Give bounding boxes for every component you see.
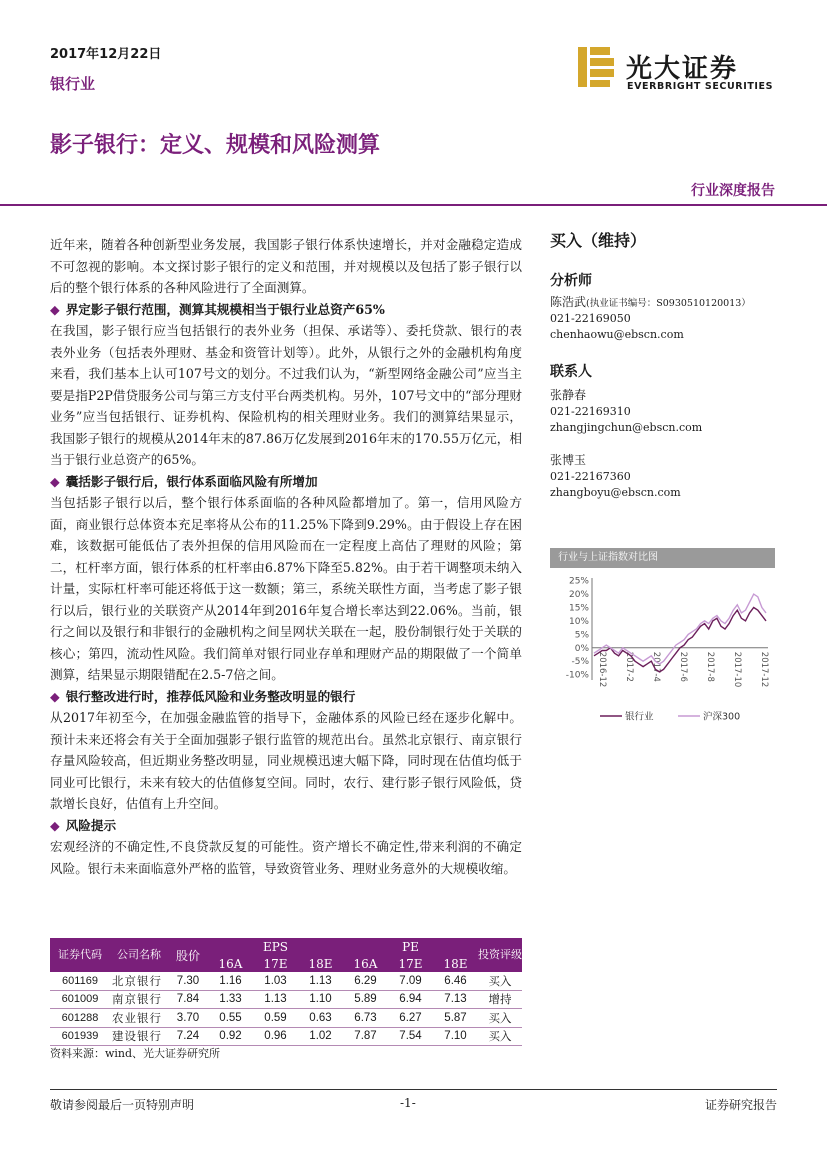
industry-label: 银行业: [50, 75, 96, 93]
report-type: 行业深度报告: [691, 183, 775, 199]
cell-code: 601169: [50, 972, 110, 990]
x-tick-label: 2017-6: [678, 651, 688, 682]
x-tick-label: 2017-8: [705, 651, 715, 682]
cell-pe-16a: 7.87: [343, 1027, 388, 1046]
y-tick-label: 10%: [568, 616, 589, 627]
col-eps-17e: 17E: [253, 955, 298, 972]
cell-eps-17e: 1.13: [253, 990, 298, 1009]
logo-text-cn: 光大证券: [626, 54, 739, 84]
x-tick-label: 2016-12: [597, 651, 607, 688]
logo-text-en: EVERBRIGHT SECURITIES: [627, 81, 774, 92]
section-heading-warning: ◆ 风险提示: [50, 817, 117, 833]
cell-rating: 买入: [478, 972, 522, 990]
y-tick-label: 5%: [574, 630, 589, 641]
cell-code: 601939: [50, 1027, 110, 1046]
y-tick-label: 20%: [568, 590, 589, 601]
cell-price: 7.24: [168, 1027, 208, 1046]
cell-eps-17e: 0.59: [253, 1009, 298, 1028]
cell-pe-16a: 6.29: [343, 972, 388, 990]
cell-pe-17e: 7.54: [388, 1027, 433, 1046]
contact-heading: 联系人: [550, 364, 592, 380]
bullet-icon: ◆: [50, 473, 60, 489]
contact-1-name: 张静春: [550, 388, 587, 402]
cell-eps-16a: 0.92: [208, 1027, 253, 1046]
y-tick-label: 15%: [568, 603, 589, 614]
cell-pe-18e: 7.10: [433, 1027, 478, 1046]
col-pe-17e: 17E: [388, 955, 433, 972]
section-heading-risk: ◆ 囊括影子银行后，银行体系面临风险有所增加: [50, 473, 318, 489]
cell-rating: 买入: [478, 1009, 522, 1028]
col-code: 证券代码: [50, 938, 110, 972]
page-title: 影子银行：定义、规模和风险测算: [50, 133, 381, 158]
cell-name: 南京银行: [110, 990, 168, 1009]
y-tick-label: -10%: [565, 670, 589, 681]
cell-eps-16a: 1.16: [208, 972, 253, 990]
table-row: [50, 1027, 522, 1046]
contact-1-phone: 021-22169310: [550, 405, 631, 418]
cell-eps-18e: 1.02: [298, 1027, 343, 1046]
col-pe: PE: [343, 938, 478, 955]
analyst-phone: 021-22169050: [550, 312, 631, 325]
chart-title: 行业与上证指数对比图: [550, 548, 775, 568]
valuation-table: [50, 938, 522, 1046]
analyst-cert: (执业证书编号：S0930510120013）: [586, 298, 751, 309]
performance-chart: [550, 572, 775, 727]
intro-paragraph: 近年来，随着各种创新型业务发展，我国影子银行体系快速增长，并对金融稳定造成不可忽视的影响。本文探讨影子银行的定义和范围，并对规模以及包括了影子银行以后的整个银行体系的各种风险进行了全面测算。: [50, 237, 522, 295]
bullet-icon: ◆: [50, 817, 60, 833]
footer-disclaimer: 敬请参阅最后一页特别声明: [50, 1098, 195, 1112]
table-row: [50, 1009, 522, 1028]
main-content: [50, 234, 522, 879]
y-tick-label: 25%: [568, 576, 589, 587]
cell-name: 建设银行: [110, 1027, 168, 1046]
col-eps: EPS: [208, 938, 343, 955]
table-row: [50, 990, 522, 1009]
x-tick-label: 2017-2: [624, 651, 634, 682]
contact-2-phone: 021-22167360: [550, 470, 631, 483]
analyst-heading: 分析师: [550, 273, 592, 289]
bullet-icon: ◆: [50, 688, 60, 704]
cell-pe-16a: 6.73: [343, 1009, 388, 1028]
x-tick-label: 2017-12: [759, 651, 769, 688]
header-divider: [0, 204, 827, 206]
cell-pe-17e: 6.94: [388, 990, 433, 1009]
logo-icon: [578, 47, 614, 87]
col-eps-16a: 16A: [208, 955, 253, 972]
section-text-scope: 在我国，影子银行应当包括银行的表外业务（担保、承诺等）、委托贷款、银行的表表外业务（包括表外理财、基金和资管计划等）。此外，从银行之外的金融机构角度来看，我们基本上认可107号文的划分。不过我们认为，“新型网络金融公司”应当主要是指P2P借贷服务公司与第三方支付平台两类机构。另外，107号文中的“部分理财业务”应当包括银行、证券机构、保险机构的相关理财业务。我们的测算结果显示，我国影子银行的规模从2014年末的87.86万亿发展到2016年末的170.55万亿元，相当于银行业总资产的65%。: [50, 323, 522, 467]
analyst-email[interactable]: chenhaowu@ebscn.com: [550, 328, 684, 341]
table-source: 资料来源：wind、光大证券研究所: [50, 1047, 221, 1060]
cell-pe-18e: 7.13: [433, 990, 478, 1009]
cell-eps-16a: 0.55: [208, 1009, 253, 1028]
contact-2-name: 张博玉: [550, 453, 587, 467]
legend-label: 沪深300: [703, 711, 741, 723]
analyst-info: [550, 294, 751, 312]
col-price: 股价: [168, 938, 208, 972]
report-date: 2017年12月22日: [50, 47, 162, 62]
cell-name: 北京银行: [110, 972, 168, 990]
cell-pe-16a: 5.89: [343, 990, 388, 1009]
cell-name: 农业银行: [110, 1009, 168, 1028]
section-heading-scope: ◆ 界定影子银行范围，测算其规模相当于银行业总资产65%: [50, 301, 385, 317]
section-text-risk: 当包括影子银行以后，整个银行体系面临的各种风险都增加了。第一，信用风险方面，商业银行总体资本充足率将从公布的11.25%下降到9.29%。由于假设上存在困难，该数据可能低估了表外担保的信用风险而在一定程度上高估了理财的风险；第二，杠杆率方面，银行体系的杠杆率由6.87%下降至5.82%。由于若干调整项未纳入计量，实际杠杆率可能还将低于这一数额；第三，系统关联性方面，当考虑了影子银行以后，银行业的关联资产从2014年到2016年复合增长率达到22.06%。当前，银行之间以及银行和非银行的金融机构之间呈网状关联在一起，股份制银行处于关联的核心；第四，流动性风险。我们简单对银行同业存单和理财产品的期限做了一个简单测算，结果显示期限错配在2.5-7倍之间。: [50, 495, 522, 682]
footer-divider: [50, 1089, 777, 1090]
cell-eps-18e: 1.10: [298, 990, 343, 1009]
bullet-icon: ◆: [50, 301, 60, 317]
analyst-name: 陈浩武: [550, 295, 587, 309]
col-pe-16a: 16A: [343, 955, 388, 972]
cell-eps-17e: 0.96: [253, 1027, 298, 1046]
x-tick-label: 2017-4: [651, 651, 661, 682]
cell-eps-18e: 0.63: [298, 1009, 343, 1028]
cell-eps-17e: 1.03: [253, 972, 298, 990]
contact-2-email[interactable]: zhangboyu@ebscn.com: [550, 486, 681, 499]
cell-eps-18e: 1.13: [298, 972, 343, 990]
x-tick-label: 2017-10: [732, 651, 742, 688]
cell-rating: 买入: [478, 1027, 522, 1046]
cell-price: 7.84: [168, 990, 208, 1009]
y-tick-label: -5%: [571, 657, 589, 668]
cell-code: 601009: [50, 990, 110, 1009]
col-pe-18e: 18E: [433, 955, 478, 972]
cell-code: 601288: [50, 1009, 110, 1028]
footer-report-label: 证券研究报告: [704, 1098, 777, 1112]
section-text-reform: 从2017年初至今，在加强金融监管的指导下，金融体系的风险已经在逐步化解中。预计未来还将会有关于全面加强影子银行监管的规范出台。虽然北京银行、南京银行存量风险较高，但近期业务整改明显，同业规模迅速大幅下降，同时现在估值均低于同业可比银行，未来有较大的估值修复空间。同时，农行、建行影子银行风险低，贷款增长良好，估值有上升空间。: [50, 710, 522, 811]
col-rating: 投资评级: [478, 938, 522, 972]
contact-1-email[interactable]: zhangjingchun@ebscn.com: [550, 421, 703, 434]
legend-label: 银行业: [625, 711, 654, 723]
table-row: [50, 972, 522, 990]
cell-eps-16a: 1.33: [208, 990, 253, 1009]
col-eps-18e: 18E: [298, 955, 343, 972]
investment-rating: 买入（维持）: [550, 231, 647, 250]
section-text-warning: 宏观经济的不确定性,不良贷款反复的可能性。资产增长不确定性,带来利润的不确定风险。银行未来面临意外严格的监管，导致资管业务、理财业务意外的大规模收缩。: [50, 839, 522, 876]
y-tick-label: 0%: [574, 643, 589, 654]
cell-price: 7.30: [168, 972, 208, 990]
cell-price: 3.70: [168, 1009, 208, 1028]
cell-pe-17e: 6.27: [388, 1009, 433, 1028]
cell-pe-18e: 5.87: [433, 1009, 478, 1028]
section-heading-reform: ◆ 银行整改进行时，推荐低风险和业务整改明显的银行: [50, 688, 356, 704]
cell-pe-18e: 6.46: [433, 972, 478, 990]
cell-rating: 增持: [478, 990, 522, 1009]
col-name: 公司名称: [110, 938, 168, 972]
cell-pe-17e: 7.09: [388, 972, 433, 990]
page-number: -1-: [400, 1096, 416, 1110]
